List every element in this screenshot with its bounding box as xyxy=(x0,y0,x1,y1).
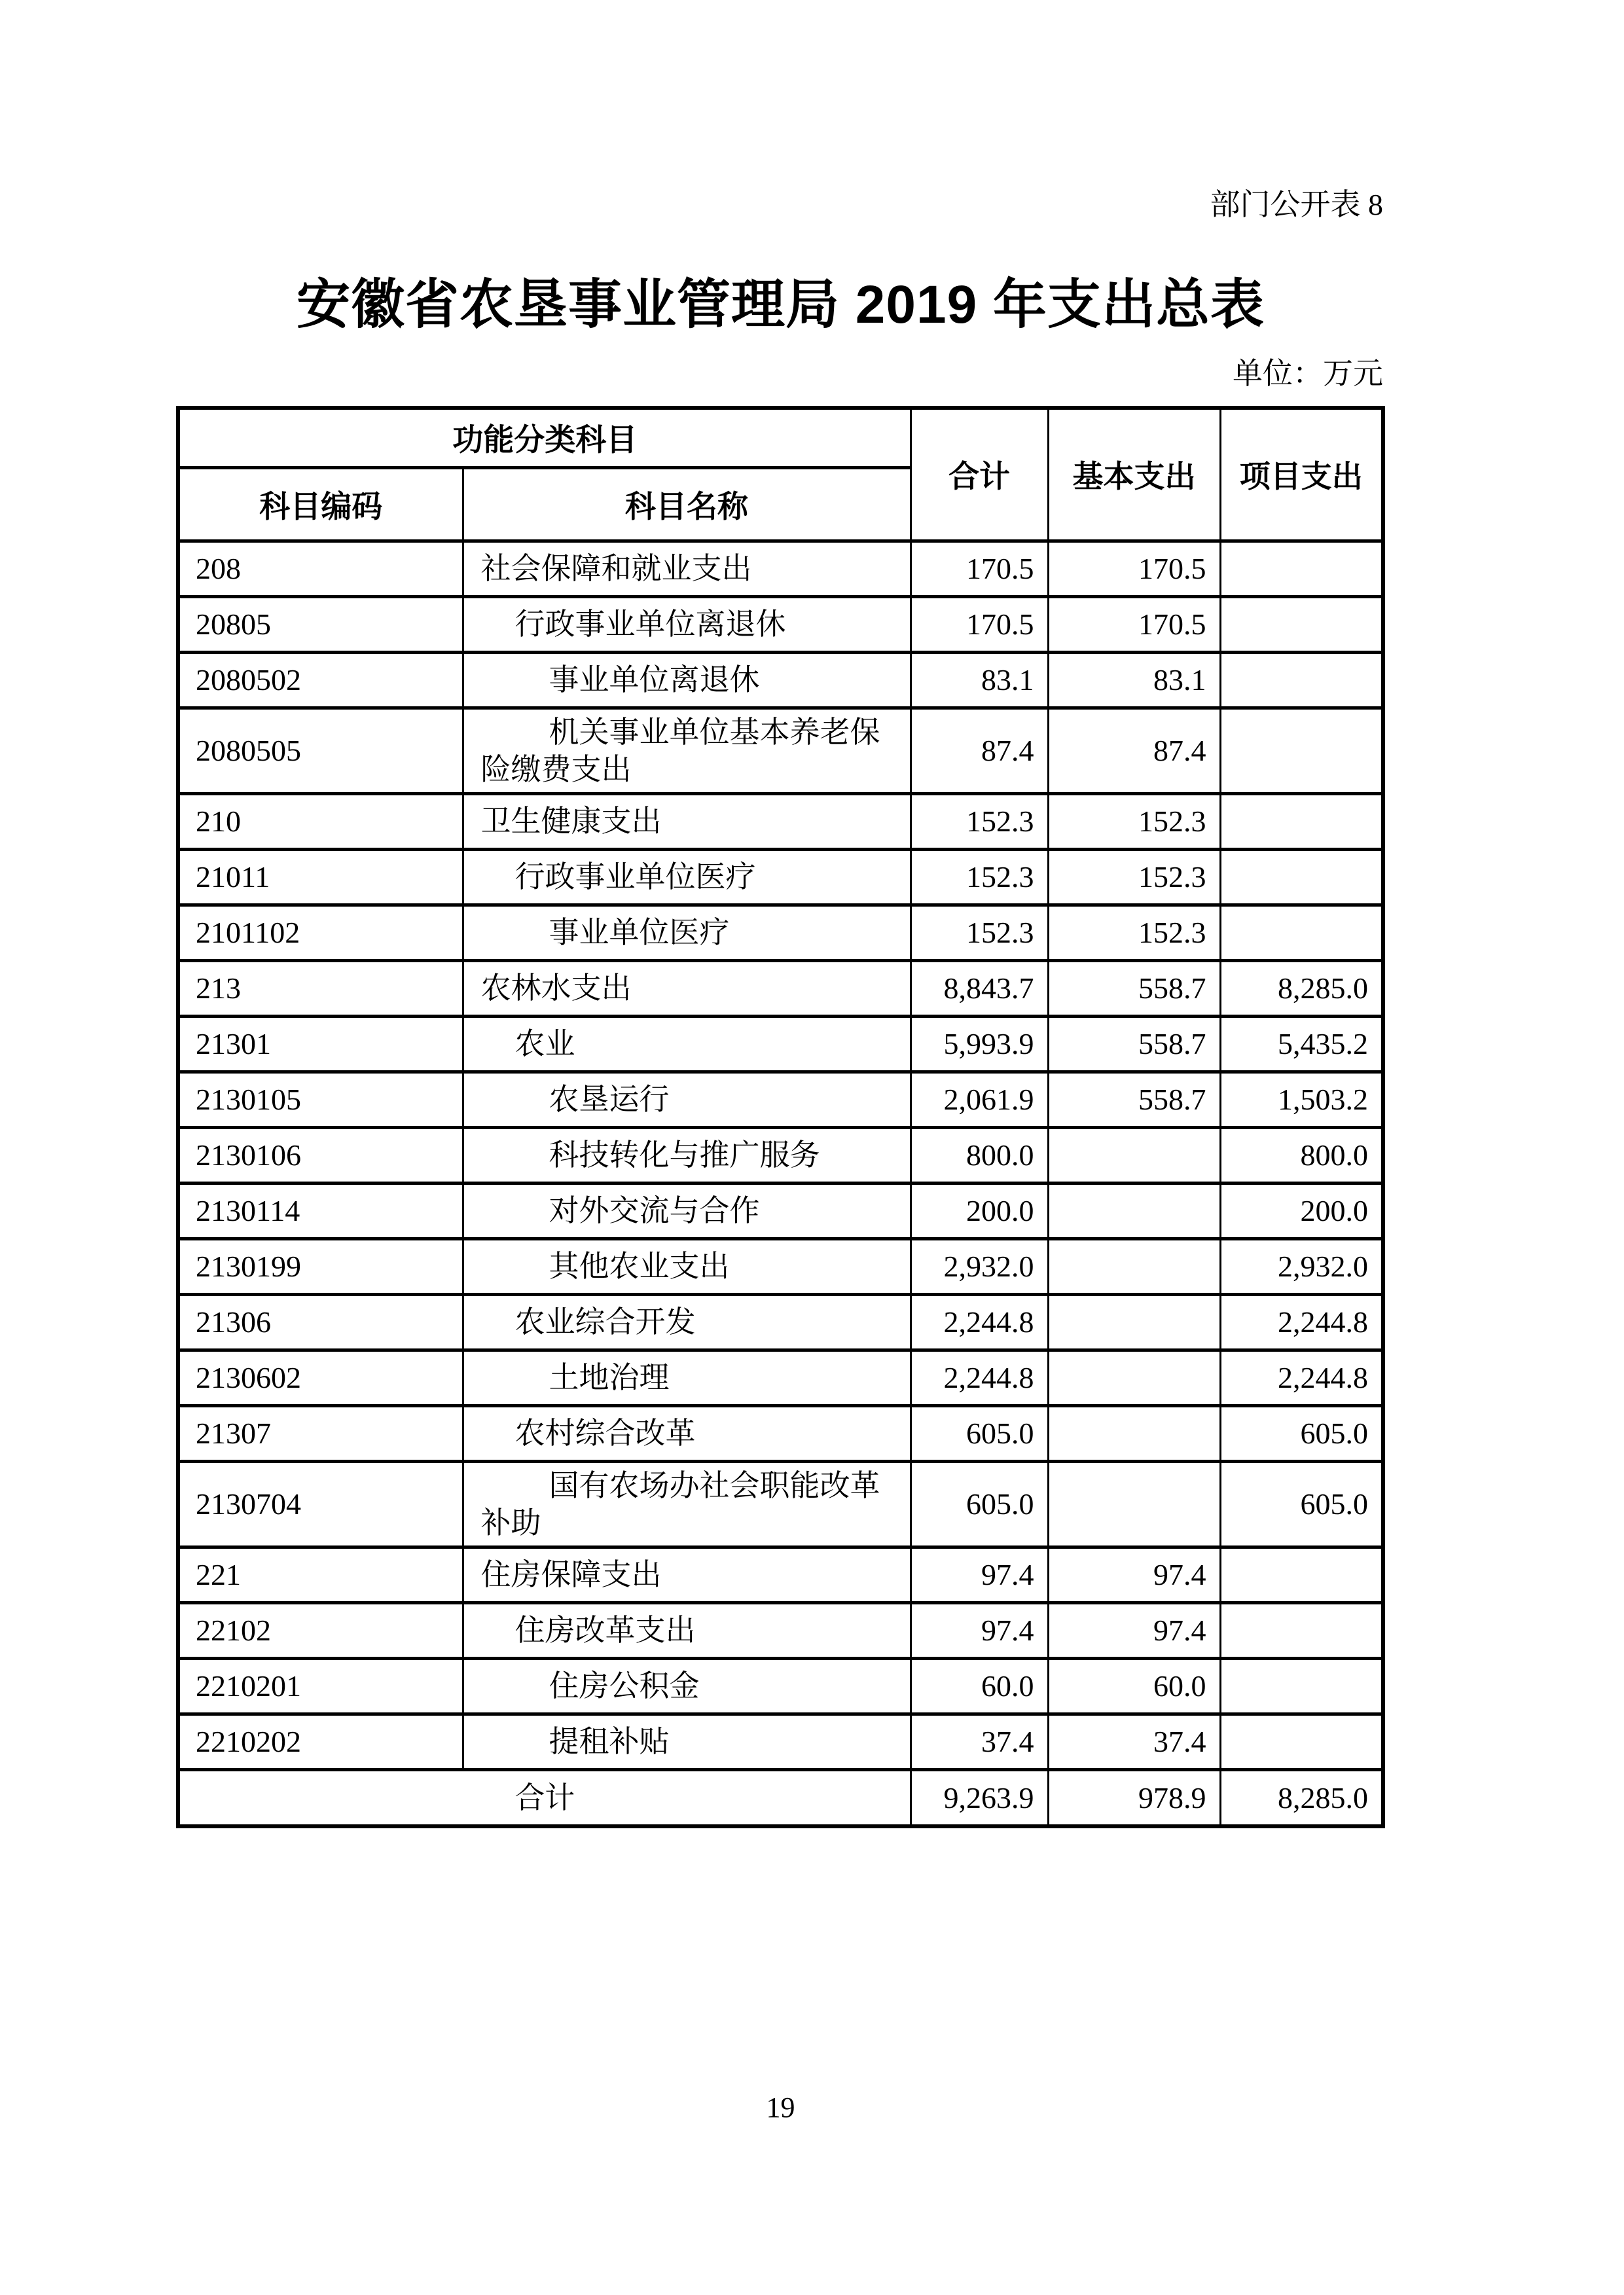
cell-project xyxy=(1220,849,1383,905)
table-row xyxy=(178,1238,1383,1294)
table-row xyxy=(178,1547,1383,1602)
cell-code: 21306 xyxy=(178,1294,463,1350)
cell-basic: 97.4 xyxy=(1048,1547,1220,1602)
cell-basic: 558.7 xyxy=(1048,1016,1220,1072)
cell-basic xyxy=(1048,1405,1220,1461)
cell-basic: 37.4 xyxy=(1048,1714,1220,1769)
cell-code: 2210202 xyxy=(178,1714,463,1769)
cell-total: 60.0 xyxy=(911,1658,1048,1714)
table-row xyxy=(178,905,1383,960)
header-total: 合计 xyxy=(911,408,1048,541)
cell-basic: 83.1 xyxy=(1048,652,1220,708)
cell-project xyxy=(1220,596,1383,652)
cell-name: 农垦运行 xyxy=(463,1072,911,1127)
cell-code: 21301 xyxy=(178,1016,463,1072)
table-row xyxy=(178,849,1383,905)
cell-total: 2,061.9 xyxy=(911,1072,1048,1127)
cell-project xyxy=(1220,1658,1383,1714)
table-row xyxy=(178,1405,1383,1461)
cell-total: 97.4 xyxy=(911,1547,1048,1602)
cell-code: 2130105 xyxy=(178,1072,463,1127)
cell-total: 605.0 xyxy=(911,1405,1048,1461)
header-subject-name: 科目名称 xyxy=(463,467,911,541)
cell-total: 2,932.0 xyxy=(911,1238,1048,1294)
table-row xyxy=(178,1602,1383,1658)
cell-code: 2080505 xyxy=(178,708,463,793)
cell-project: 5,435.2 xyxy=(1220,1016,1383,1072)
cell-name: 卫生健康支出 xyxy=(463,793,911,849)
cell-total: 97.4 xyxy=(911,1602,1048,1658)
cell-total: 87.4 xyxy=(911,708,1048,793)
cell-project: 800.0 xyxy=(1220,1127,1383,1183)
cell-name: 行政事业单位离退休 xyxy=(463,596,911,652)
cell-name: 农林水支出 xyxy=(463,960,911,1016)
grand-total-label: 合计 xyxy=(178,1769,911,1826)
table-row xyxy=(178,1294,1383,1350)
cell-code: 2080502 xyxy=(178,652,463,708)
cell-project: 8,285.0 xyxy=(1220,960,1383,1016)
doc-label: 部门公开表 8 xyxy=(1210,188,1383,221)
cell-code: 21307 xyxy=(178,1405,463,1461)
cell-code: 2130199 xyxy=(178,1238,463,1294)
cell-name: 科技转化与推广服务 xyxy=(463,1127,911,1183)
table-header xyxy=(178,408,1383,541)
cell-basic xyxy=(1048,1183,1220,1238)
cell-basic xyxy=(1048,1127,1220,1183)
cell-name: 事业单位离退休 xyxy=(463,652,911,708)
grand-total-basic: 978.9 xyxy=(1048,1769,1220,1826)
table-row xyxy=(178,1461,1383,1547)
header-row-group xyxy=(178,408,1383,467)
cell-code: 2130114 xyxy=(178,1183,463,1238)
cell-total: 8,843.7 xyxy=(911,960,1048,1016)
cell-name: 对外交流与合作 xyxy=(463,1183,911,1238)
cell-project: 2,244.8 xyxy=(1220,1294,1383,1350)
cell-total: 5,993.9 xyxy=(911,1016,1048,1072)
cell-total: 800.0 xyxy=(911,1127,1048,1183)
cell-basic xyxy=(1048,1461,1220,1547)
cell-basic: 60.0 xyxy=(1048,1658,1220,1714)
cell-code: 20805 xyxy=(178,596,463,652)
cell-total: 170.5 xyxy=(911,596,1048,652)
table-row xyxy=(178,1714,1383,1769)
cell-project xyxy=(1220,905,1383,960)
cell-code: 2101102 xyxy=(178,905,463,960)
page-title: 安徽省农垦事业管理局 2019 年支出总表 xyxy=(297,275,1265,334)
cell-project: 605.0 xyxy=(1220,1405,1383,1461)
cell-basic: 97.4 xyxy=(1048,1602,1220,1658)
cell-name: 机关事业单位基本养老保险缴费支出 xyxy=(463,708,911,793)
cell-name: 事业单位医疗 xyxy=(463,905,911,960)
table-row xyxy=(178,1016,1383,1072)
cell-name: 住房改革支出 xyxy=(463,1602,911,1658)
cell-basic: 152.3 xyxy=(1048,793,1220,849)
cell-project xyxy=(1220,793,1383,849)
header-basic-expenditure: 基本支出 xyxy=(1048,408,1220,541)
table-row xyxy=(178,1658,1383,1714)
cell-basic: 170.5 xyxy=(1048,596,1220,652)
cell-total: 2,244.8 xyxy=(911,1350,1048,1405)
cell-basic: 558.7 xyxy=(1048,1072,1220,1127)
table-row xyxy=(178,596,1383,652)
unit-note: 单位：万元 xyxy=(1233,357,1383,390)
cell-project xyxy=(1220,708,1383,793)
table-row xyxy=(178,1072,1383,1127)
cell-name: 土地治理 xyxy=(463,1350,911,1405)
grand-total-project: 8,285.0 xyxy=(1220,1769,1383,1826)
table-body xyxy=(178,541,1383,1769)
cell-basic: 87.4 xyxy=(1048,708,1220,793)
cell-name: 提租补贴 xyxy=(463,1714,911,1769)
header-project-expenditure: 项目支出 xyxy=(1220,408,1383,541)
cell-name: 农村综合改革 xyxy=(463,1405,911,1461)
cell-total: 152.3 xyxy=(911,849,1048,905)
cell-project xyxy=(1220,1714,1383,1769)
cell-code: 210 xyxy=(178,793,463,849)
cell-project xyxy=(1220,1547,1383,1602)
header-subject-code: 科目编码 xyxy=(178,467,463,541)
cell-code: 2210201 xyxy=(178,1658,463,1714)
header-function-classification: 功能分类科目 xyxy=(178,408,911,467)
cell-name: 行政事业单位医疗 xyxy=(463,849,911,905)
table-row xyxy=(178,793,1383,849)
cell-name: 国有农场办社会职能改革补助 xyxy=(463,1461,911,1547)
cell-basic: 558.7 xyxy=(1048,960,1220,1016)
page-number: 19 xyxy=(766,2091,795,2123)
table-row xyxy=(178,541,1383,596)
cell-project: 605.0 xyxy=(1220,1461,1383,1547)
cell-code: 2130704 xyxy=(178,1461,463,1547)
cell-code: 2130602 xyxy=(178,1350,463,1405)
cell-total: 605.0 xyxy=(911,1461,1048,1547)
cell-code: 208 xyxy=(178,541,463,596)
cell-name: 农业综合开发 xyxy=(463,1294,911,1350)
cell-project: 1,503.2 xyxy=(1220,1072,1383,1127)
table-row xyxy=(178,708,1383,793)
cell-project xyxy=(1220,541,1383,596)
cell-code: 221 xyxy=(178,1547,463,1602)
table-row xyxy=(178,1127,1383,1183)
table-row xyxy=(178,960,1383,1016)
cell-name: 社会保障和就业支出 xyxy=(463,541,911,596)
cell-code: 213 xyxy=(178,960,463,1016)
cell-total: 37.4 xyxy=(911,1714,1048,1769)
cell-basic: 170.5 xyxy=(1048,541,1220,596)
table-row xyxy=(178,1350,1383,1405)
cell-code: 22102 xyxy=(178,1602,463,1658)
cell-name: 住房保障支出 xyxy=(463,1547,911,1602)
cell-basic xyxy=(1048,1294,1220,1350)
cell-basic: 152.3 xyxy=(1048,849,1220,905)
table-row xyxy=(178,652,1383,708)
cell-total: 152.3 xyxy=(911,793,1048,849)
cell-project: 2,244.8 xyxy=(1220,1350,1383,1405)
cell-name: 农业 xyxy=(463,1016,911,1072)
cell-project: 200.0 xyxy=(1220,1183,1383,1238)
cell-project: 2,932.0 xyxy=(1220,1238,1383,1294)
cell-project xyxy=(1220,1602,1383,1658)
cell-total: 170.5 xyxy=(911,541,1048,596)
cell-total: 83.1 xyxy=(911,652,1048,708)
cell-basic: 152.3 xyxy=(1048,905,1220,960)
table-row xyxy=(178,1183,1383,1238)
cell-total: 152.3 xyxy=(911,905,1048,960)
cell-name: 住房公积金 xyxy=(463,1658,911,1714)
cell-name: 其他农业支出 xyxy=(463,1238,911,1294)
cell-total: 200.0 xyxy=(911,1183,1048,1238)
table-footer xyxy=(178,1769,1383,1826)
grand-total-sum: 9,263.9 xyxy=(911,1769,1048,1826)
expenditure-table xyxy=(176,406,1385,1828)
cell-total: 2,244.8 xyxy=(911,1294,1048,1350)
cell-basic xyxy=(1048,1350,1220,1405)
cell-basic xyxy=(1048,1238,1220,1294)
cell-code: 21011 xyxy=(178,849,463,905)
cell-code: 2130106 xyxy=(178,1127,463,1183)
table-row-grand-total xyxy=(178,1769,1383,1826)
cell-project xyxy=(1220,652,1383,708)
